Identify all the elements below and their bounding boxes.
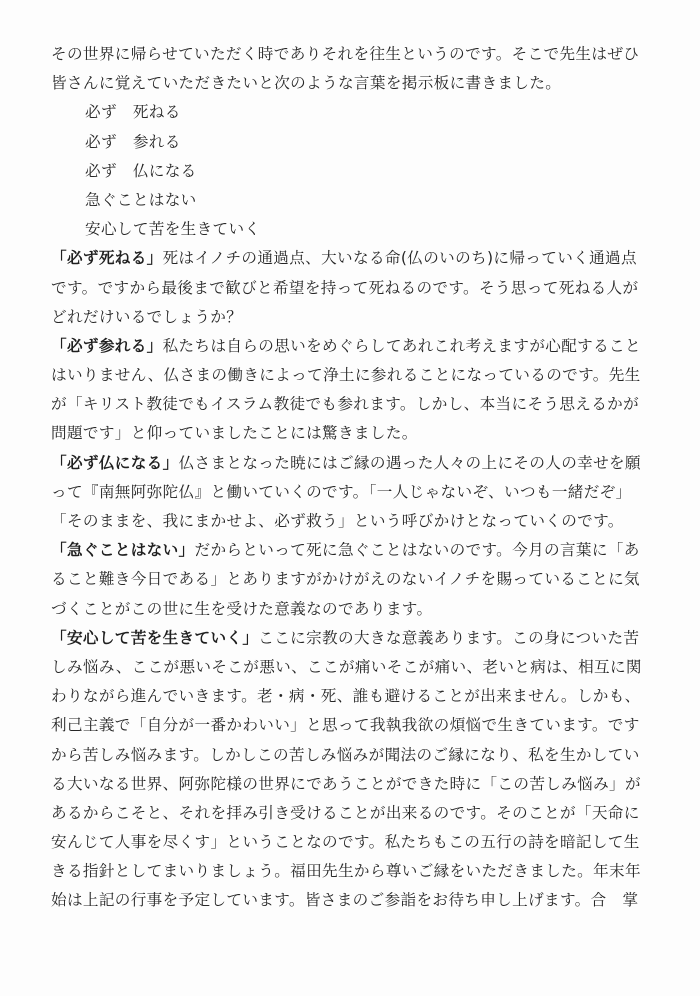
section-line: が「キリスト教徒でもイスラム教徒でも参れます。しかし、本当にそう思えるかが: [51, 395, 640, 414]
section-first-line: [51, 536, 671, 565]
section-first-line: [51, 332, 671, 361]
section-line: あるからこそと、それを拝み引き受けることが出来るのです。そのことが「天命に: [51, 803, 640, 822]
section-line: から苦しみ悩みます。しかしこの苦しみ悩みが聞法のご縁になり、私を生かしてい: [51, 745, 640, 764]
section-line: はいりません、仏さまの働きによって浄土に参れることになっているのです。先生: [51, 366, 641, 385]
poem-line: 必ず 仏になる: [85, 161, 197, 180]
section-line: づくことがこの世に生を受けた意義なのであります。: [51, 599, 433, 618]
section-line: 問題です」と仰っていましたことには驚きました。: [51, 424, 418, 443]
poem-line: 必ず 死ねる: [85, 103, 181, 122]
section-quote: 「安心して苦を生きていく」: [51, 628, 259, 647]
section-line: きる指針としてまいりましょう。福田先生から尊いご縁をいただきました。年末年: [51, 862, 641, 881]
section-line: です。ですから最後まで歓びと希望を持って死ねるのです。そう思って死ねる人が: [51, 278, 639, 297]
section-line: 「そのままを、我にまかせよ、必ず救う」という呼びかけとなっていくのです。: [51, 512, 624, 530]
section-line: しみ悩み、ここが悪いそこが悪い、ここが痛いそこが痛い、老いと病は、相互に関: [51, 657, 642, 676]
section-line: 始は上記の行事を予定しています。皆さまのご参詣をお待ち申し上げます。合 掌: [51, 891, 639, 910]
poem-line: 安心して苦を生きていく: [85, 220, 261, 239]
section-quote: 「必ず参れる」: [51, 336, 163, 355]
section-line: る大いなる世界、阿弥陀様の世界にであうことができた時に「この苦しみ悩み」が: [51, 774, 641, 793]
section-line: 安んじて人事を尽くす」ということなのです。私たちもこの五行の詩を暗記して生: [51, 833, 640, 852]
section-text: 私たちは自らの思いをめぐらしてあれこれ考えますが心配すること: [162, 336, 641, 355]
section-quote: 「急ぐことはない」: [51, 541, 195, 560]
intro-line: 皆さんに覚えていただきたいと次のような言葉を掲示板に書きました。: [51, 74, 562, 93]
section-text: 仏さまとなった暁にはご縁の遇った人々の上にその人の幸せを願: [178, 453, 641, 472]
section-first-line: [51, 449, 671, 478]
section-text: 死はイノチの通過点、大いなる命(仏のいのち)に帰っていく通過点: [162, 249, 637, 268]
section-quote: 「必ず仏になる」: [51, 453, 179, 472]
section-quote: 「必ず死ねる」: [51, 249, 163, 268]
section-text: ここに宗教の大きな意義あります。この身についた苦: [258, 628, 640, 647]
section-first-line: [51, 244, 671, 273]
section-line: わりながら進んでいきます。老・病・死、誰も避けることが出来ません。しかも、: [51, 687, 641, 706]
intro-line: その世界に帰らせていただく時でありそれを往生というのです。そこで先生はぜひ: [51, 45, 640, 63]
section-line: って『南無阿弥陀仏』と働いていくのです。「一人じゃないぞ、いつも一緒だぞ」: [51, 482, 632, 501]
poem-line: 必ず 参れる: [85, 132, 181, 151]
poem-line: 急ぐことはない: [85, 190, 197, 209]
section-text: だからといって死に急ぐことはないのです。今月の言葉に「あ: [194, 541, 640, 560]
section-line: どれだけいるでしょうか？: [51, 307, 243, 326]
section-first-line: [51, 624, 671, 653]
section-line: ること難き今日である」とありますがかけがえのないイノチを賜っていることに気: [51, 570, 640, 589]
body-text: [51, 40, 671, 916]
section-line: 利己主義で「自分が一番かわいい」と思って我執我欲の煩悩で生きています。です: [51, 716, 640, 735]
